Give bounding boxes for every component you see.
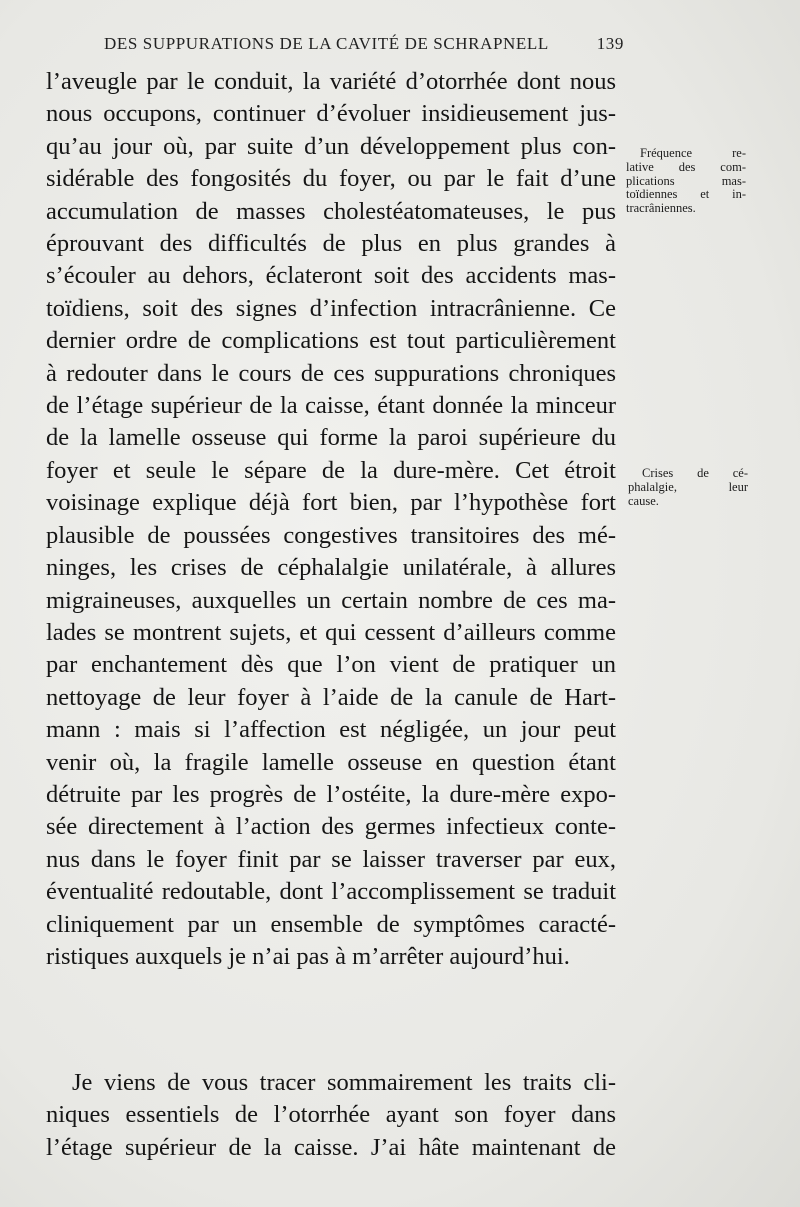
text-line: détruite par les progrès de l’ostéite, la dure-mère expo- (46, 780, 616, 808)
text-line: lades se montrent sujets, et qui cessent d’ailleurs comme (46, 618, 616, 646)
text-line: nous occupons, continuer d’évoluer insidieusement jus- (46, 100, 616, 128)
text-line: plausible de poussées congestives transitoires des mé- (46, 521, 616, 549)
margin-note-line: lative des com- (626, 159, 746, 174)
text-line: par enchantement dès que l’on vient de pratiquer un (46, 651, 616, 679)
margin-note-line: plications mas- (626, 173, 746, 188)
margin-note-line: tracrâniennes. (626, 201, 696, 216)
text-line: de l’étage supérieur de la caisse, étant donnée la minceur (46, 392, 616, 420)
margin-note-frequency (626, 147, 746, 216)
text-line: toïdiens, soit des signes d’infection intracrânienne. Ce (46, 294, 616, 322)
text-line: niques essentiels de l’otorrhée ayant son foyer dans (46, 1101, 616, 1129)
text-line: dernier ordre de complications est tout particulièrement (46, 327, 616, 355)
text-line: à redouter dans le cours de ces suppurations chroniques (46, 359, 616, 387)
text-line: ristiques auxquels je n’ai pas à m’arrêter aujourd’hui. (46, 942, 570, 970)
text-line: voisinage explique déjà fort bien, par l’hypothèse fort (46, 489, 616, 517)
text-line: s’écouler au dehors, éclateront soit des accidents mas- (46, 262, 616, 290)
paragraph-1 (46, 66, 616, 973)
margin-note-line: Fréquence re- (640, 146, 746, 160)
margin-note-line: cause. (628, 493, 659, 508)
margin-note-line: phalalgie, leur (628, 479, 748, 494)
text-line: cliniquement par un ensemble de symptômes caracté- (46, 910, 616, 938)
margin-note-line: Crises de cé- (642, 466, 748, 480)
text-line: migraineuses, auxquelles un certain nombre de ces ma- (46, 586, 616, 614)
text-line: qu’au jour où, par suite d’un développement plus con- (46, 132, 616, 160)
text-line: accumulation de masses cholestéatomateuses, le pus (46, 197, 616, 225)
text-line: l’étage supérieur de la caisse. J’ai hâte maintenant de (46, 1133, 616, 1161)
paragraph-2 (46, 1067, 616, 1164)
text-line: foyer et seule le sépare de la dure-mère. Cet étroit (46, 456, 616, 484)
text-line: de la lamelle osseuse qui forme la paroi supérieure du (46, 424, 616, 452)
running-title: DES SUPPURATIONS DE LA CAVITÉ DE SCHRAPNELL (104, 34, 549, 53)
text-line: éprouvant des difficultés de plus en plus grandes à (46, 230, 616, 258)
text-line: sée directement à l’action des germes infectieux conte- (46, 813, 616, 841)
text-line: ninges, les crises de céphalalgie unilatérale, à allures (46, 554, 616, 582)
margin-note-headache (628, 467, 748, 508)
text-line: venir où, la fragile lamelle osseuse en question étant (46, 748, 616, 776)
page-number: 139 (596, 34, 624, 53)
text-line: l’aveugle par le conduit, la variété d’otorrhée dont nous (46, 68, 616, 95)
text-line: nus dans le foyer finit par se laisser traverser par eux, (46, 845, 616, 873)
text-line: éventualité redoutable, dont l’accomplissement se traduit (46, 878, 616, 906)
text-line: Je viens de vous tracer sommairement les traits cli- (72, 1069, 616, 1096)
margin-note-line: toïdiennes et in- (626, 187, 746, 202)
text-line: nettoyage de leur foyer à l’aide de la canule de Hart- (46, 683, 616, 711)
text-line: mann : mais si l’affection est négligée, un jour peut (46, 716, 616, 744)
text-line: sidérable des fongosités du foyer, ou par le fait d’une (46, 165, 616, 193)
